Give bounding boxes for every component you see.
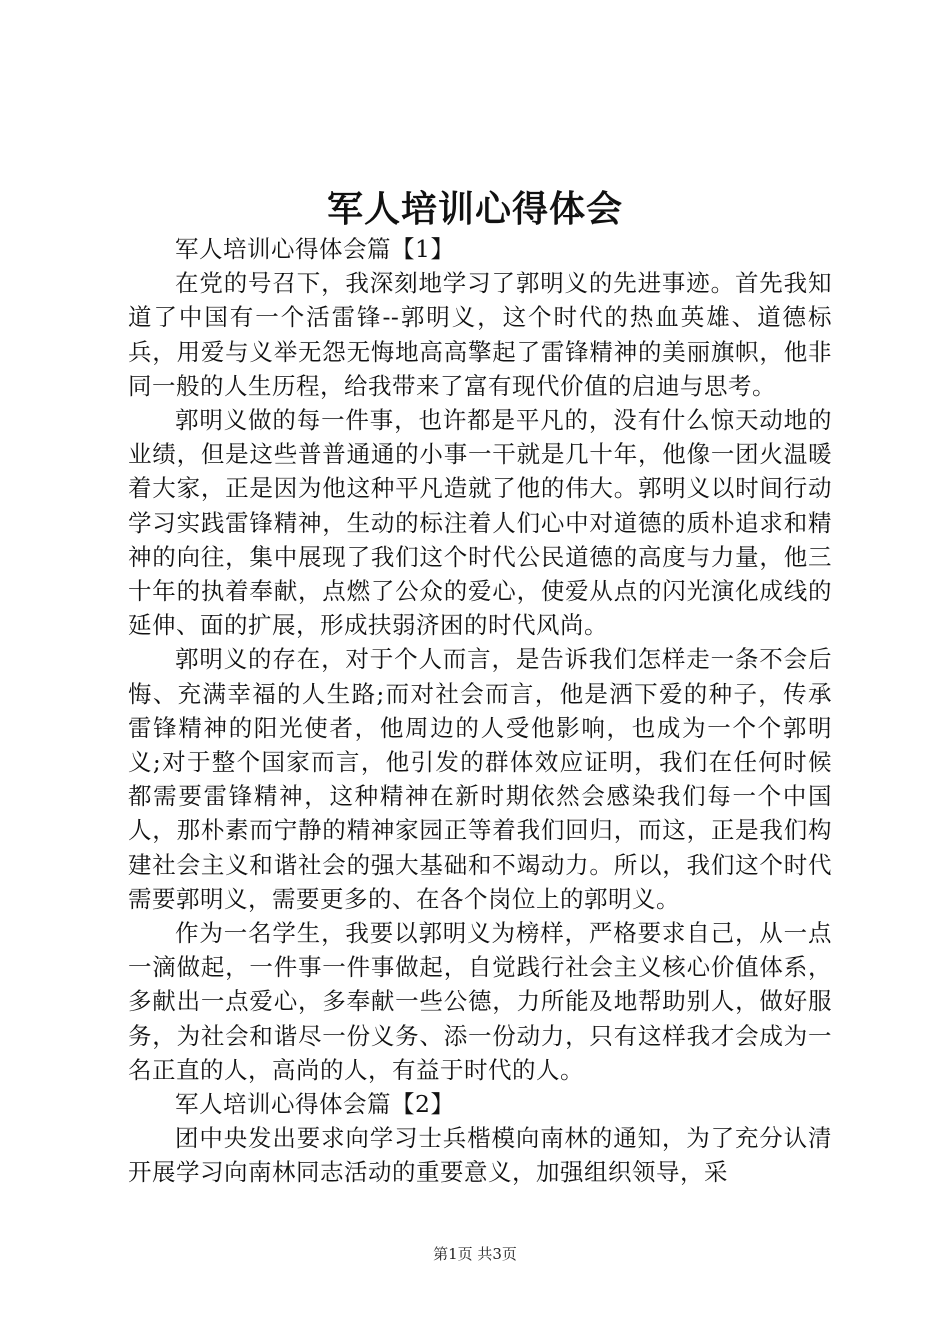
page-footer: 第1页 共3页 (433, 1245, 517, 1263)
paragraph-1: 在党的号召下，我深刻地学习了郭明义的先进事迹。首先我知道了中国有一个活雷锋--郭明义，这个时代的热血英雄、道德标兵，用爱与义举无怨无悔地高高擎起了雷锋精神的美丽旗帜，他非同一般的人生历程，给我带来了富有现代价值的启迪与思考。 (128, 269, 832, 400)
paragraph-4: 作为一名学生，我要以郭明义为榜样，严格要求自己，从一点一滴做起，一件事一件事做起，自觉践行社会主义核心价值体系，多献出一点爱心，多奉献一些公德，力所能及地帮助别人，做好服务，为社会和谐尽一份义务、添一份动力，只有这样我才会成为一名正直的人，高尚的人，有益于时代的人。 (128, 919, 832, 1084)
page-title: 军人培训心得体会 (326, 188, 623, 230)
section-heading-1: 军人培训心得体会篇【1】 (175, 235, 455, 263)
section-heading-2: 军人培训心得体会篇【2】 (175, 1090, 455, 1119)
document-body (128, 232, 832, 1190)
paragraph-5: 团中央发出要求向学习士兵楷模向南林的通知，为了充分认清开展学习向南林同志活动的重要意义，加强组织领导，采 (128, 1124, 832, 1187)
paragraph-2: 郭明义做的每一件事，也许都是平凡的，没有什么惊天动地的业绩，但是这些普普通通的小事一干就是几十年，他像一团火温暖着大家，正是因为他这种平凡造就了他的伟大。郭明义以时间行动学习实践雷锋精神，生动的标注着人们心中对道德的质朴追求和精神的向往，集中展现了我们这个时代公民道德的高度与力量，他三十年的执着奉献，点燃了公众的爱心，使爱从点的闪光演化成线的延伸、面的扩展，形成扶弱济困的时代风尚。 (128, 406, 832, 640)
paragraph-3: 郭明义的存在，对于个人而言，是告诉我们怎样走一条不会后悔、充满幸福的人生路;而对社会而言，他是洒下爱的种子，传承雷锋精神的阳光使者，他周边的人受他影响，也成为一个个郭明义;对于整个国家而言，他引发的群体效应证明，我们在任何时候都需要雷锋精神，这种精神在新时期依然会感染我们每一个中国人，那朴素而宁静的精神家园正等着我们回归，而这，正是我们构建社会主义和谐社会的强大基础和不竭动力。所以，我们这个时代需要郭明义，需要更多的、在各个岗位上的郭明义。 (128, 645, 832, 913)
